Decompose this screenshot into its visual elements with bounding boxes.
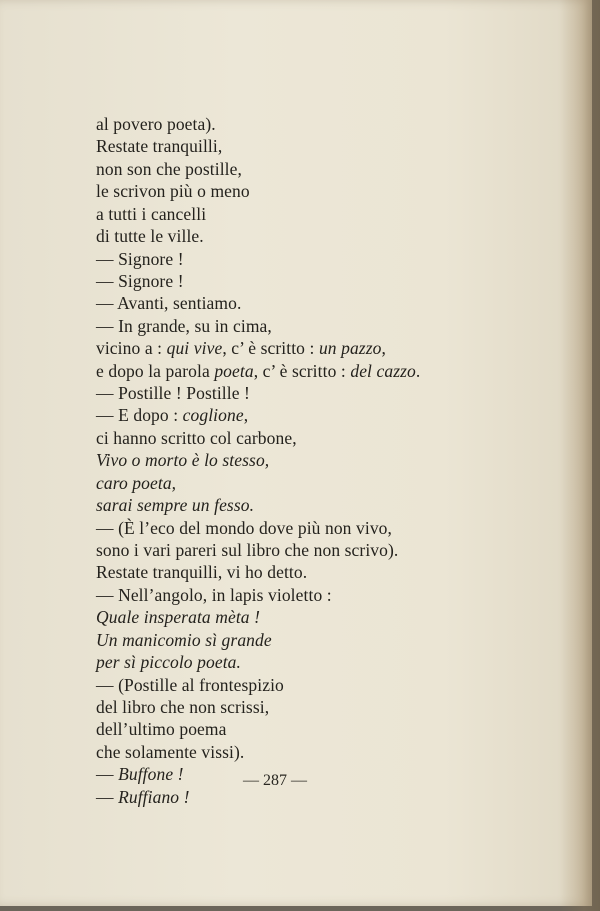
text-segment: sono i vari pareri sul libro che non scrivo). bbox=[96, 540, 399, 561]
poem-line bbox=[96, 584, 456, 606]
italic-text: Ruffiano ! bbox=[118, 786, 190, 807]
text-segment: , c’ è scritto : bbox=[222, 338, 319, 359]
text-segment: non son che postille, bbox=[96, 158, 242, 179]
italic-text: caro poeta, bbox=[96, 472, 177, 493]
poem-line bbox=[96, 561, 456, 583]
text-segment: , c’ è scritto : bbox=[253, 360, 351, 381]
italic-text: Quale insperata mèta ! bbox=[96, 607, 261, 628]
text-segment: — (Postille al frontespizio bbox=[96, 674, 284, 695]
text-segment: . bbox=[415, 360, 421, 381]
poem-line bbox=[96, 718, 456, 740]
text-segment: — bbox=[96, 786, 119, 807]
text-segment: le scrivon più o meno bbox=[96, 181, 250, 202]
italic-text: qui vive bbox=[166, 338, 223, 359]
italic-text: un pazzo bbox=[318, 338, 382, 359]
poem-text bbox=[96, 113, 456, 808]
poem-line bbox=[96, 158, 456, 180]
text-segment: Restate tranquilli, bbox=[96, 136, 223, 157]
poem-line bbox=[96, 203, 456, 225]
text-segment: di tutte le ville. bbox=[96, 226, 204, 247]
text-segment: — bbox=[96, 764, 119, 785]
poem-line bbox=[96, 606, 456, 628]
italic-text: Un manicomio sì grande bbox=[96, 629, 272, 650]
poem-line bbox=[96, 292, 456, 314]
text-segment: , bbox=[243, 405, 249, 426]
poem-line bbox=[96, 382, 456, 404]
text-segment: vicino a : bbox=[96, 338, 167, 359]
poem-line bbox=[96, 741, 456, 763]
poem-line bbox=[96, 135, 456, 157]
poem-line bbox=[96, 360, 456, 382]
poem-line bbox=[96, 539, 456, 561]
italic-text: sarai sempre un fesso. bbox=[96, 495, 255, 516]
text-segment: — E dopo : bbox=[96, 405, 183, 426]
poem-line bbox=[96, 404, 456, 426]
italic-text: poeta bbox=[214, 360, 254, 381]
italic-text: per sì piccolo poeta. bbox=[96, 652, 241, 673]
text-segment: — In grande, su in cima, bbox=[96, 315, 272, 336]
text-segment: — Avanti, sentiamo. bbox=[96, 293, 242, 314]
text-segment: al povero poeta). bbox=[96, 114, 216, 134]
poem-line bbox=[96, 337, 456, 359]
text-segment: del libro che non scrissi, bbox=[96, 696, 270, 717]
text-segment: — Nell’angolo, in lapis violetto : bbox=[96, 584, 332, 605]
page-edge-shadow bbox=[560, 0, 600, 911]
text-segment: a tutti i cancelli bbox=[96, 203, 207, 224]
poem-line bbox=[96, 696, 456, 718]
poem-line bbox=[96, 472, 456, 494]
poem-line bbox=[96, 517, 456, 539]
poem-line bbox=[96, 113, 456, 135]
italic-text: Vivo o morto è lo stesso, bbox=[96, 450, 270, 471]
text-segment: e dopo la parola bbox=[96, 360, 215, 381]
text-segment: , bbox=[381, 338, 386, 359]
poem-line bbox=[96, 427, 456, 449]
text-segment: — Postille ! Postille ! bbox=[96, 383, 250, 404]
poem-line bbox=[96, 315, 456, 337]
poem-line bbox=[96, 651, 456, 673]
text-segment: — Signore ! bbox=[96, 248, 184, 269]
text-segment: Restate tranquilli, vi ho detto. bbox=[96, 562, 308, 583]
poem-line bbox=[96, 180, 456, 202]
italic-text: Buffone ! bbox=[118, 764, 184, 785]
poem-line bbox=[96, 629, 456, 651]
page-number: — 287 — bbox=[243, 772, 307, 789]
italic-text: coglione bbox=[182, 405, 244, 426]
text-segment: dell’ultimo poema bbox=[96, 719, 227, 740]
italic-text: del cazzo bbox=[350, 360, 416, 381]
poem-line bbox=[96, 674, 456, 696]
text-segment: che solamente vissi). bbox=[96, 741, 245, 762]
text-segment: — (È l’eco del mondo dove più non vivo, bbox=[96, 517, 392, 538]
poem-line bbox=[96, 494, 456, 516]
poem-line bbox=[96, 225, 456, 247]
poem-line bbox=[96, 449, 456, 471]
poem-line bbox=[96, 270, 456, 292]
text-segment: ci hanno scritto col carbone, bbox=[96, 427, 297, 448]
poem-line bbox=[96, 248, 456, 270]
text-segment: — Signore ! bbox=[96, 270, 184, 291]
